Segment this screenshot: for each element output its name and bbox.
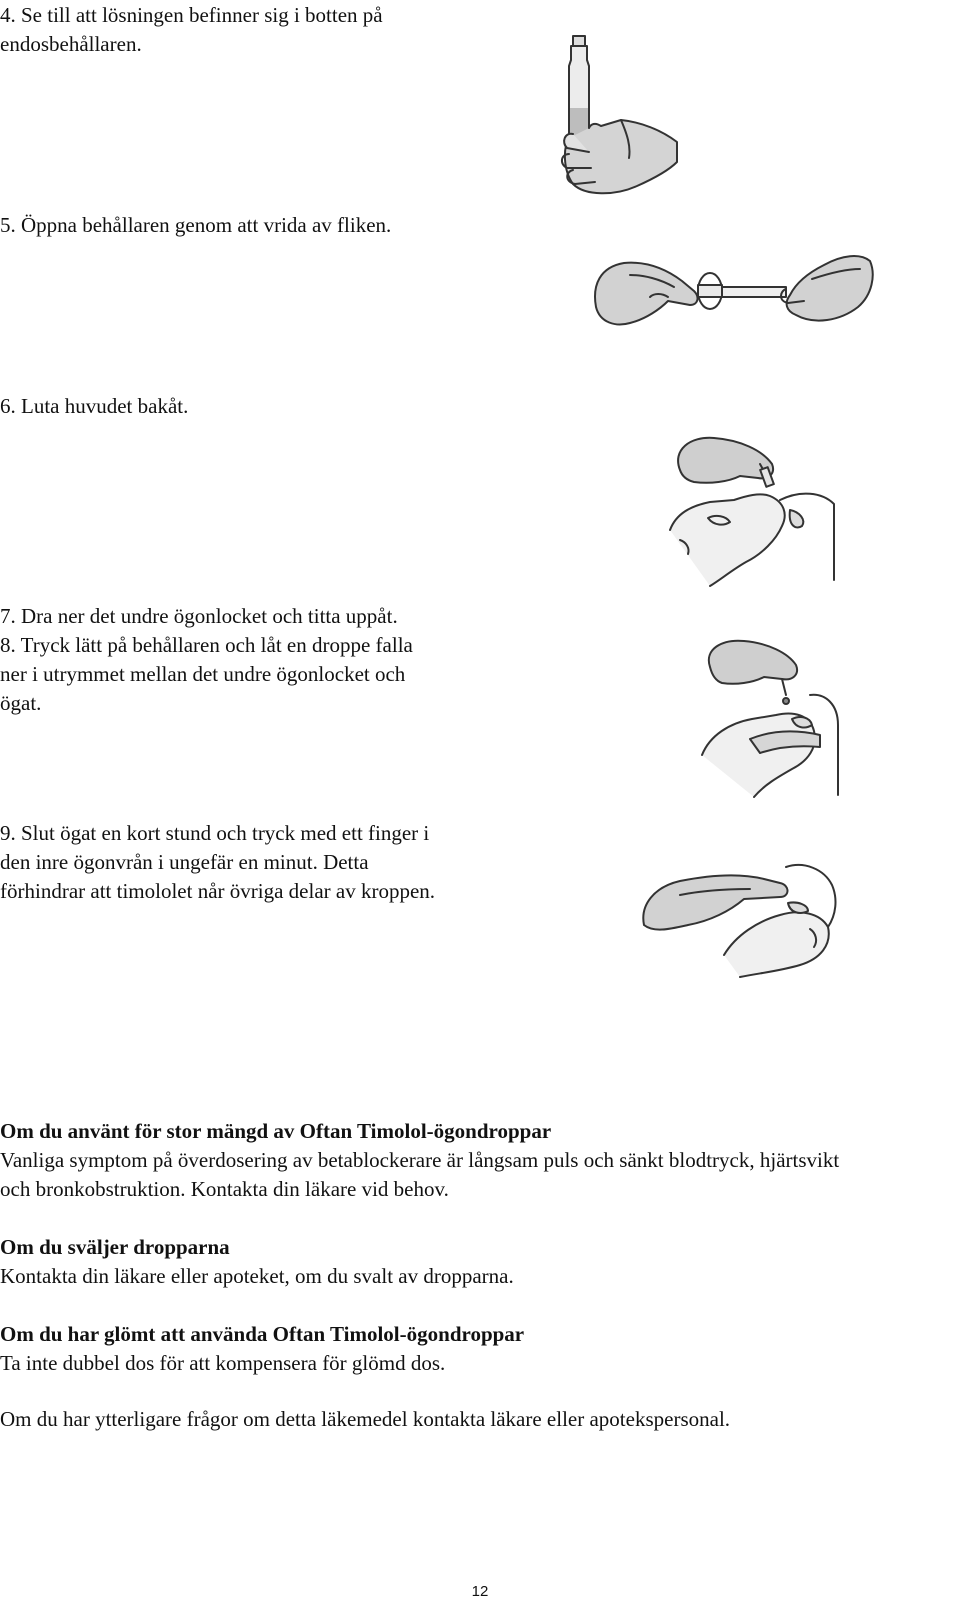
step-9-line-1: 9. Slut ögat en kort stund och tryck med ett finger i — [0, 821, 430, 845]
step-6-text: 6. Luta huvudet bakåt. — [0, 394, 189, 418]
step-8-line-1: 8. Tryck lätt på behållaren och låt en droppe falla — [0, 633, 413, 657]
step-9-line-2: den inre ögonvrån i ungefär en minut. Detta — [0, 850, 369, 874]
step-7-text: 7. Dra ner det undre ögonlocket och titta uppåt. — [0, 604, 398, 628]
overdose-heading: Om du använt för stor mängd av Oftan Timolol-ögondroppar — [0, 1119, 552, 1143]
step-9-line-3: förhindrar att timololet når övriga delar av kroppen. — [0, 879, 436, 903]
overdose-body-line-1: Vanliga symptom på överdosering av betablockerare är långsam puls och sänkt blodtryck, hjärtsvikt — [0, 1148, 840, 1172]
head-tilted-back-dropper-icon — [650, 430, 840, 590]
finger-pulling-eyelid-drop-icon — [690, 635, 840, 800]
hands-twisting-vial-cap-icon — [590, 235, 875, 345]
forgot-body: Ta inte dubbel dos för att kompensera för glömd dos. — [0, 1351, 446, 1375]
step-8-line-3: ögat. — [0, 691, 42, 715]
swallow-heading: Om du sväljer dropparna — [0, 1235, 230, 1259]
finger-pressing-inner-eye-corner-icon — [640, 855, 840, 980]
step-5-text: 5. Öppna behållaren genom att vrida av fliken. — [0, 213, 392, 237]
page-number: 12 — [471, 1583, 489, 1600]
swallow-body: Kontakta din läkare eller apoteket, om du svalt av dropparna. — [0, 1264, 514, 1288]
further-questions-text: Om du har ytterligare frågor om detta läkemedel kontakta läkare eller apotekspersonal. — [0, 1407, 731, 1431]
overdose-body-line-2: och bronkobstruktion. Kontakta din läkare vid behov. — [0, 1177, 449, 1201]
hand-holding-vial-icon — [555, 30, 685, 200]
step-4-line-1: 4. Se till att lösningen befinner sig i botten på — [0, 3, 383, 27]
forgot-heading: Om du har glömt att använda Oftan Timolol-ögondroppar — [0, 1322, 525, 1346]
step-8-line-2: ner i utrymmet mellan det undre ögonlocket och — [0, 662, 406, 686]
step-4-line-2: endosbehållaren. — [0, 32, 142, 56]
